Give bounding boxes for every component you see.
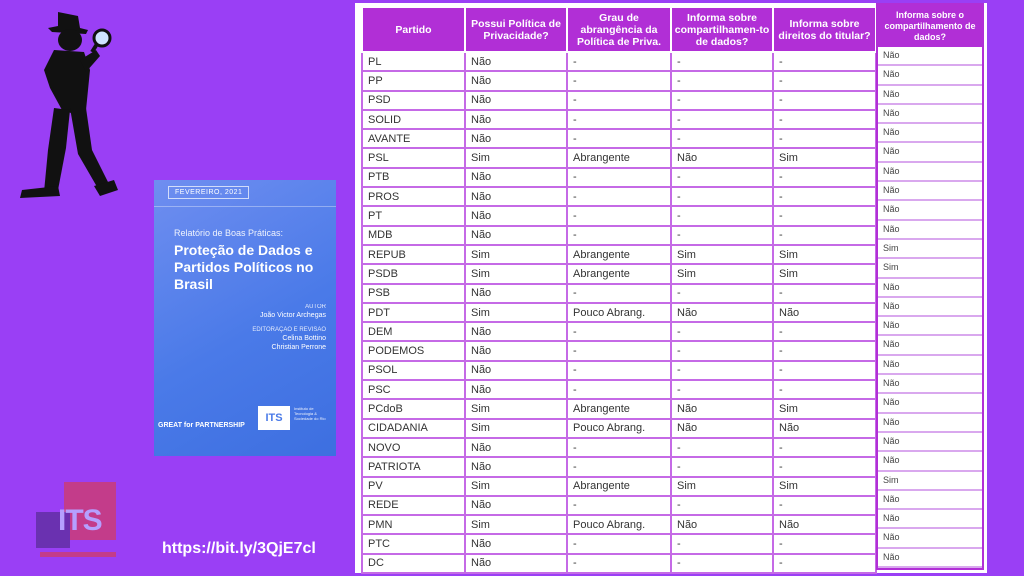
side-table-cell: Não — [878, 529, 982, 548]
table-cell: Não — [465, 341, 567, 360]
report-cover — [154, 180, 336, 456]
table-cell: - — [567, 91, 671, 110]
table-cell: - — [671, 438, 773, 457]
table-cell: - — [773, 91, 876, 110]
party-name: PT — [362, 206, 465, 225]
table-cell: - — [773, 438, 876, 457]
table-cell: - — [773, 129, 876, 148]
table-cell: Não — [773, 419, 876, 438]
side-table-cell: Não — [878, 298, 982, 317]
table-cell: Sim — [465, 148, 567, 167]
table-row — [362, 148, 876, 167]
party-name: PV — [362, 477, 465, 496]
cover-author-label: AUTOR — [305, 304, 326, 310]
table-cell: Não — [465, 457, 567, 476]
table-row — [362, 129, 876, 148]
table-cell: Não — [465, 322, 567, 341]
table-cell: - — [671, 361, 773, 380]
side-table-cell: Sim — [878, 472, 982, 491]
table-header-0: Partido — [362, 7, 465, 52]
party-name: CIDADANIA — [362, 419, 465, 438]
table-row — [362, 341, 876, 360]
party-name: PSL — [362, 148, 465, 167]
table-cell: - — [671, 341, 773, 360]
table-cell: - — [773, 361, 876, 380]
table-cell: Abrangente — [567, 264, 671, 283]
detective-silhouette-icon — [14, 10, 124, 200]
table-cell: - — [567, 226, 671, 245]
table-cell: - — [773, 52, 876, 71]
table-row — [362, 226, 876, 245]
table-cell: Sim — [465, 477, 567, 496]
table-cell: Não — [773, 515, 876, 534]
table-row — [362, 322, 876, 341]
table-cell: - — [567, 187, 671, 206]
table-cell: Não — [465, 187, 567, 206]
table-cell: - — [671, 284, 773, 303]
table-cell: Não — [465, 380, 567, 399]
cover-its-logo: ITS — [258, 406, 290, 430]
table-cell: - — [773, 187, 876, 206]
party-name: PSD — [362, 91, 465, 110]
side-table-cell: Não — [878, 414, 982, 433]
side-table-cell: Não — [878, 163, 982, 182]
table-cell: - — [567, 361, 671, 380]
table-row — [362, 554, 876, 573]
party-name: PSOL — [362, 361, 465, 380]
party-name: PSB — [362, 284, 465, 303]
cover-editor-2: Christian Perrone — [271, 344, 326, 351]
table-cell: Sim — [671, 477, 773, 496]
table-row — [362, 187, 876, 206]
side-table-cell: Não — [878, 452, 982, 471]
cover-title: Proteção de Dados e Partidos Políticos no Brasil — [174, 242, 314, 292]
table-cell: - — [773, 284, 876, 303]
table-cell: Não — [671, 148, 773, 167]
table-cell: - — [671, 91, 773, 110]
table-row — [362, 71, 876, 90]
table-cell: Não — [465, 284, 567, 303]
side-table-cell: Não — [878, 221, 982, 240]
table-header-2: Grau de abrangência da Política de Priva. — [567, 7, 671, 52]
table-cell: - — [671, 110, 773, 129]
table-row — [362, 168, 876, 187]
table-cell: - — [567, 457, 671, 476]
party-name: AVANTE — [362, 129, 465, 148]
table-cell: - — [671, 380, 773, 399]
table-cell: Não — [465, 206, 567, 225]
table-row — [362, 534, 876, 553]
table-cell: - — [671, 457, 773, 476]
table-cell: - — [567, 534, 671, 553]
table-cell: - — [567, 284, 671, 303]
cover-date: FEVEREIRO, 2021 — [168, 186, 249, 199]
table-row — [362, 496, 876, 515]
table-cell: - — [567, 380, 671, 399]
table-cell: Abrangente — [567, 477, 671, 496]
party-name: REDE — [362, 496, 465, 515]
its-logo-bar — [40, 552, 116, 557]
side-table-cell: Não — [878, 375, 982, 394]
table-cell: Sim — [671, 264, 773, 283]
short-link[interactable]: https://bit.ly/3QjE7cl — [162, 540, 316, 557]
table-cell: Sim — [465, 264, 567, 283]
table-row — [362, 264, 876, 283]
side-table-cell: Não — [878, 124, 982, 143]
table-header-3: Informa sobre compartilhamen-to de dados? — [671, 7, 773, 52]
table-cell: - — [773, 457, 876, 476]
table-cell: Sim — [773, 399, 876, 418]
table-cell: Não — [465, 168, 567, 187]
table-cell: Não — [465, 226, 567, 245]
table-cell: - — [671, 554, 773, 573]
table-cell: - — [671, 226, 773, 245]
party-name: PCdoB — [362, 399, 465, 418]
table-cell: - — [567, 322, 671, 341]
side-table-cell: Não — [878, 182, 982, 201]
table-cell: - — [671, 534, 773, 553]
table-row — [362, 515, 876, 534]
table-cell: - — [773, 341, 876, 360]
side-table-cell: Sim — [878, 259, 982, 278]
party-name: PROS — [362, 187, 465, 206]
table-cell: Sim — [773, 148, 876, 167]
table-cell: - — [671, 187, 773, 206]
table-cell: Pouco Abrang. — [567, 419, 671, 438]
table-cell: Sim — [773, 477, 876, 496]
table-cell: Sim — [773, 264, 876, 283]
side-table — [876, 3, 984, 570]
side-table-cell: Não — [878, 279, 982, 298]
party-name: NOVO — [362, 438, 465, 457]
table-cell: Não — [465, 91, 567, 110]
cover-kicker: Relatório de Boas Práticas: — [174, 228, 284, 238]
table-header-4: Informa sobre direitos do titular? — [773, 7, 876, 52]
table-cell: - — [567, 129, 671, 148]
cover-editor-1: Celina Bottino — [282, 335, 326, 342]
table-row — [362, 284, 876, 303]
table-cell: Sim — [465, 419, 567, 438]
table-cell: Sim — [465, 399, 567, 418]
table-cell: - — [567, 496, 671, 515]
table-row — [362, 52, 876, 71]
side-table-cell: Não — [878, 66, 982, 85]
party-name: PODEMOS — [362, 341, 465, 360]
side-table-cell: Não — [878, 356, 982, 375]
table-cell: - — [773, 110, 876, 129]
table-cell: Abrangente — [567, 148, 671, 167]
side-table-cell: Não — [878, 491, 982, 510]
table-panel — [355, 3, 987, 573]
side-table-cell: Sim — [878, 240, 982, 259]
partnership-logo: GREAT for PARTNERSHIP — [158, 422, 245, 429]
table-cell: - — [773, 206, 876, 225]
side-table-cell: Não — [878, 105, 982, 124]
table-row — [362, 245, 876, 264]
table-cell: - — [773, 554, 876, 573]
side-table-cell: Não — [878, 394, 982, 413]
table-cell: Abrangente — [567, 245, 671, 264]
table-cell: - — [671, 322, 773, 341]
table-cell: - — [773, 226, 876, 245]
side-table-cell: Não — [878, 510, 982, 529]
party-name: DC — [362, 554, 465, 573]
table-row — [362, 419, 876, 438]
table-cell: - — [567, 438, 671, 457]
table-row — [362, 303, 876, 322]
table-cell: - — [671, 168, 773, 187]
side-table-header: Informa sobre o compartilhamento de dados? — [878, 5, 982, 47]
table-row — [362, 206, 876, 225]
party-name: PSDB — [362, 264, 465, 283]
table-header-1: Possui Política de Privacidade? — [465, 7, 567, 52]
table-cell: - — [773, 380, 876, 399]
party-name: SOLID — [362, 110, 465, 129]
side-table-cell: Não — [878, 143, 982, 162]
table-cell: - — [567, 168, 671, 187]
table-cell: Pouco Abrang. — [567, 515, 671, 534]
side-table-cell: Não — [878, 549, 982, 568]
table-cell: Não — [671, 303, 773, 322]
party-name: PTB — [362, 168, 465, 187]
table-cell: - — [567, 71, 671, 90]
table-cell: - — [567, 52, 671, 71]
cover-author: João Victor Archegas — [259, 312, 326, 319]
table-row — [362, 361, 876, 380]
its-logo-text: ITS — [58, 504, 102, 537]
table-cell: - — [567, 554, 671, 573]
table-cell: Não — [465, 534, 567, 553]
side-table-cell: Não — [878, 201, 982, 220]
party-name: PP — [362, 71, 465, 90]
table-cell: Não — [465, 110, 567, 129]
table-cell: Não — [465, 496, 567, 515]
party-name: MDB — [362, 226, 465, 245]
table-cell: Não — [465, 129, 567, 148]
party-name: PTC — [362, 534, 465, 553]
party-name: REPUB — [362, 245, 465, 264]
its-logo — [36, 482, 120, 562]
table-cell: Não — [465, 361, 567, 380]
table-cell: - — [773, 534, 876, 553]
table-cell: Pouco Abrang. — [567, 303, 671, 322]
table-cell: - — [773, 71, 876, 90]
table-cell: - — [671, 129, 773, 148]
table-cell: - — [567, 341, 671, 360]
cover-its-subtitle: Instituto de Tecnologia & Sociedade do Rio — [294, 406, 326, 421]
table-cell: - — [567, 110, 671, 129]
side-table-cell: Não — [878, 86, 982, 105]
table-cell: Não — [773, 303, 876, 322]
party-name: PSC — [362, 380, 465, 399]
table-cell: - — [671, 52, 773, 71]
cover-editing-label: EDITORAÇÃO E REVISÃO — [252, 327, 326, 333]
table-cell: - — [773, 322, 876, 341]
table-cell: Abrangente — [567, 399, 671, 418]
table-row — [362, 110, 876, 129]
table-cell: - — [567, 206, 671, 225]
table-cell: Não — [465, 438, 567, 457]
side-table-cell: Não — [878, 433, 982, 452]
table-row — [362, 457, 876, 476]
table-row — [362, 91, 876, 110]
table-cell: Não — [671, 515, 773, 534]
table-cell: Sim — [465, 515, 567, 534]
table-cell: Não — [465, 71, 567, 90]
table-header-row — [362, 7, 876, 52]
table-cell: Não — [671, 419, 773, 438]
side-table-cell: Não — [878, 317, 982, 336]
party-privacy-table — [361, 6, 877, 574]
table-row — [362, 380, 876, 399]
table-cell: - — [773, 496, 876, 515]
magnifying-glass-icon — [92, 30, 110, 52]
table-row — [362, 399, 876, 418]
table-cell: Não — [465, 554, 567, 573]
cover-divider — [154, 206, 336, 207]
side-table-cell: Não — [878, 336, 982, 355]
table-cell: - — [773, 168, 876, 187]
party-name: DEM — [362, 322, 465, 341]
party-name: PDT — [362, 303, 465, 322]
table-cell: Não — [671, 399, 773, 418]
table-cell: - — [671, 71, 773, 90]
side-table-cell: Não — [878, 47, 982, 66]
table-cell: Sim — [773, 245, 876, 264]
table-cell: Sim — [465, 303, 567, 322]
table-cell: - — [671, 496, 773, 515]
table-row — [362, 438, 876, 457]
table-cell: Não — [465, 52, 567, 71]
table-cell: - — [671, 206, 773, 225]
party-name: PMN — [362, 515, 465, 534]
party-name: PL — [362, 52, 465, 71]
table-cell: Sim — [671, 245, 773, 264]
table-row — [362, 477, 876, 496]
table-cell: Sim — [465, 245, 567, 264]
party-name: PATRIOTA — [362, 457, 465, 476]
